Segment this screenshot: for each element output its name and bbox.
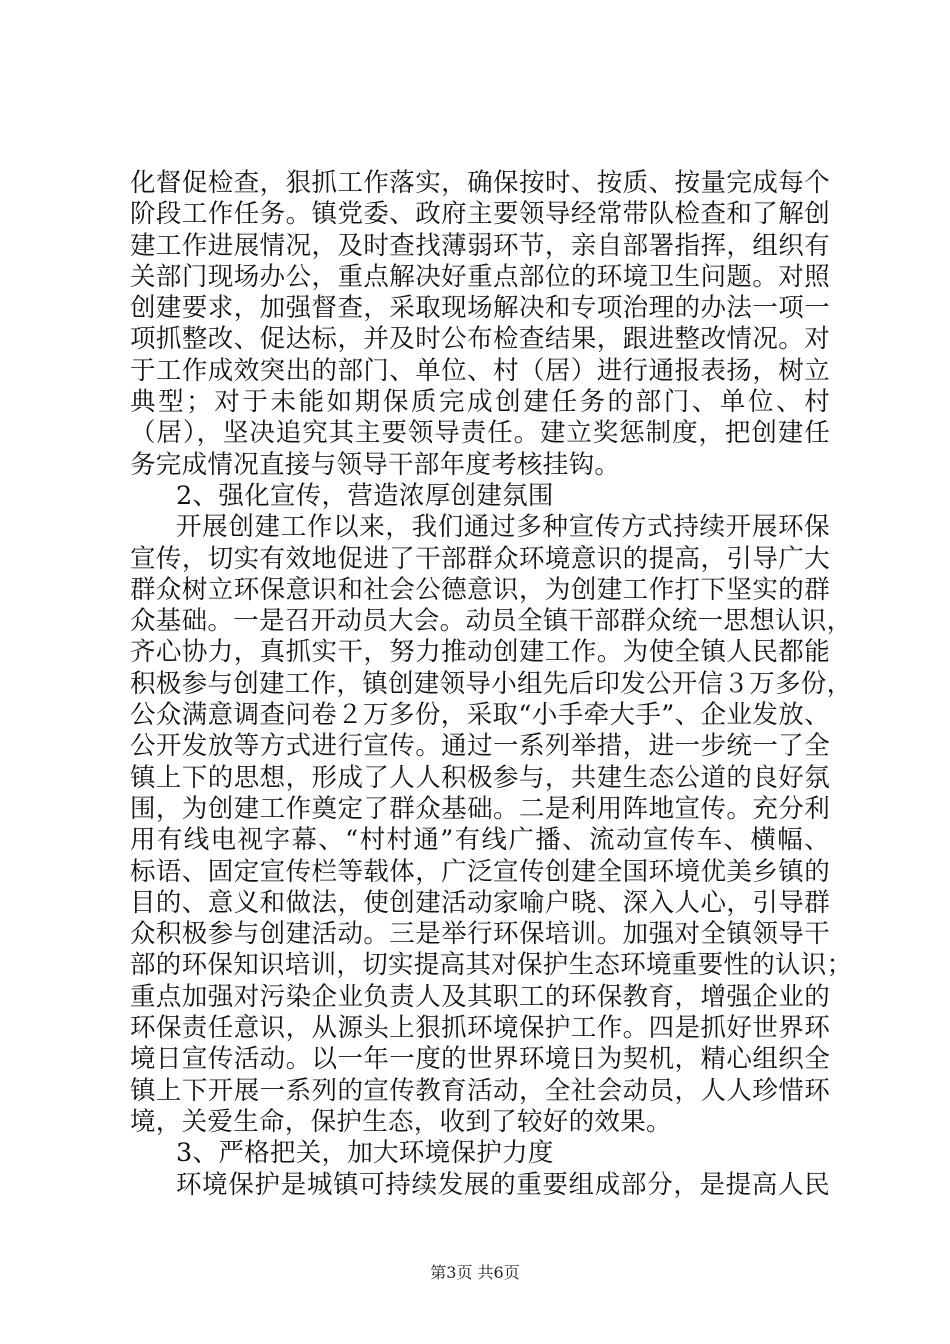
- text-line: 公众满意调查问卷２万多份，采取“小手牵大手”、企业发放、: [130, 700, 830, 731]
- text-line: 部的环保知识培训，切实提高其对保护生态环境重要性的认识；: [130, 950, 853, 981]
- text-line: 境日宣传活动。以一年一度的世界环境日为契机，精心组织全: [130, 1044, 830, 1075]
- text-line: 环境保护是城镇可持续发展的重要组成部分，是提高人民: [176, 1169, 830, 1200]
- text-line: 重点加强对污染企业负责人及其职工的环保教育，增强企业的: [130, 981, 830, 1012]
- page-number: 第3页 共6页: [430, 1263, 520, 1282]
- text-line: 众基础。一是召开动员大会。动员全镇干部群众统一思想认识，: [130, 606, 853, 637]
- text-line: 关部门现场办公，重点解决好重点部位的环境卫生问题。对照: [130, 261, 830, 292]
- text-line: 化督促检查，狠抓工作落实，确保按时、按质、按量完成每个: [130, 168, 830, 198]
- page-footer: [0, 1262, 950, 1284]
- text-line: 标语、固定宣传栏等载体，广泛宣传创建全国环境优美乡镇的: [130, 856, 830, 887]
- text-line: 公开发放等方式进行宣传。通过一系列举措，进一步统一了全: [130, 731, 830, 762]
- text-line: 创建要求，加强督查，采取现场解决和专项治理的办法一项一: [130, 293, 830, 324]
- text-line: 群众树立环保意识和社会公德意识，为创建工作打下坚实的群: [130, 574, 830, 605]
- text-line: 众积极参与创建活动。三是举行环保培训。加强对全镇领导干: [130, 919, 830, 950]
- text-line: 阶段工作任务。镇党委、政府主要领导经常带队检查和了解创: [130, 199, 830, 230]
- text-line: 典型；对于未能如期保质完成创建任务的部门、单位、村: [130, 387, 830, 418]
- text-line: （居），坚决追究其主要领导责任。建立奖惩制度，把创建任: [130, 418, 830, 449]
- text-line: 镇上下的思想，形成了人人积极参与，共建生态公道的良好氛: [130, 762, 830, 793]
- text-line: 镇上下开展一系列的宣传教育活动，全社会动员，人人珍惜环: [130, 1075, 830, 1106]
- document-body: [130, 168, 853, 1201]
- text-line: 开展创建工作以来，我们通过多种宣传方式持续开展环保: [176, 512, 830, 543]
- text-line: 积极参与创建工作，镇创建领导小组先后印发公开信３万多份，: [130, 668, 853, 699]
- section-heading: 3、严格把关，加大环境保护力度: [176, 1138, 554, 1169]
- section-heading: 2、强化宣传，营造浓厚创建氛围: [176, 480, 554, 511]
- text-line: 宣传，切实有效地促进了干部群众环境意识的提高，引导广大: [130, 543, 830, 574]
- text-line: 围，为创建工作奠定了群众基础。二是利用阵地宣传。充分利: [130, 793, 830, 824]
- text-line: 齐心协力，真抓实干，努力推动创建工作。为使全镇人民都能: [130, 637, 830, 668]
- text-line: 项抓整改、促达标，并及时公布检查结果，跟进整改情况。对: [130, 324, 830, 355]
- text-line: 环保责任意识，从源头上狠抓环境保护工作。四是抓好世界环: [130, 1013, 830, 1044]
- text-line: 用有线电视字幕、“村村通”有线广播、流动宣传车、横幅、: [130, 825, 830, 856]
- text-line: 于工作成效突出的部门、单位、村（居）进行通报表扬，树立: [130, 355, 830, 386]
- text-line: 建工作进展情况，及时查找薄弱环节，亲自部署指挥，组织有: [130, 230, 830, 261]
- text-line: 务完成情况直接与领导干部年度考核挂钩。: [130, 449, 621, 480]
- text-line: 目的、意义和做法，使创建活动家喻户晓、深入人心，引导群: [130, 887, 830, 918]
- text-line: 境，关爱生命，保护生态，收到了较好的效果。: [130, 1106, 672, 1137]
